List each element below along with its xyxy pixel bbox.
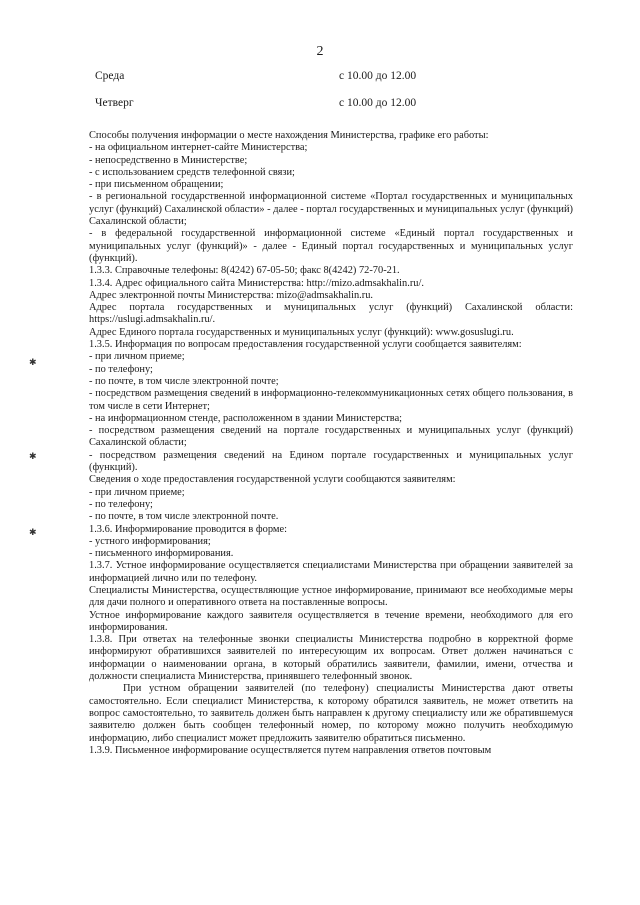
paragraph: - посредством размещения сведений на портале государственных и муниципальных услуг (функций) Сахалинской области; [89,425,573,449]
schedule-time: с 10.00 до 12.00 [339,70,417,82]
paragraph: - по почте, в том числе электронной почте; [89,375,279,387]
paragraph: Адрес электронной почты Министерства: mizo@admsakhalin.ru. [89,289,374,301]
paragraph: 1.3.4. Адрес официального сайта Министерства: http://mizo.admsakhalin.ru/. [89,277,424,289]
paragraph: - при личном приеме; [89,351,185,363]
paragraph: - в региональной государственной информационной системе «Портал государственных и муниципальных услуг (функций) Сахалинской области» - далее - портал государственных и муниципальных услуг (функций) Сахалинской области; [89,191,573,228]
paragraph: - устного информирования; [89,535,211,547]
paragraph: При устном обращении заявителей (по телефону) специалисты Министерства дают ответы самостоятельно. Если специалист Министерства, к которому обратился заявитель, не может ответить на вопрос самостоятельно, то заявитель должен быть направлен к другому специалисту или же обратившемуся заявителю должен быть сообщен телефонный номер, по которому можно получить необходимую информацию, либо специалист может предложить заявителю обратиться письменно. [89,683,573,744]
paragraph: 1.3.9. Письменное информирование осуществляется путем направления ответов почтовым [89,744,492,756]
paragraph: 1.3.8. При ответах на телефонные звонки специалисты Министерства подробно в корректной форме информируют обратившихся заявителей по интересующим их вопросам. Ответ должен начинаться с информации о наименовании органа, в который обратились заявители, фамилии, имени, отчества и должности специалиста Министерства, принявшего телефонный звонок. [89,634,573,683]
paragraph: 1.3.7. Устное информирование осуществляется специалистами Министерства при обращении заявителей за информацией лично или по телефону. [89,560,573,584]
paragraph: - с использованием средств телефонной связи; [89,166,295,178]
paragraph: Способы получения информации о месте нахождения Министерства, графике его работы: [89,130,489,141]
paragraph: - при личном приеме; [89,486,185,498]
paragraph: 1.3.5. Информация по вопросам предоставления государственной услуги сообщается заявителям: [89,339,522,351]
schedule-row-wednesday [95,70,417,82]
schedule-row-thursday [95,97,417,109]
paragraph: - в федеральной государственной информационной системе «Единый портал государственных и муниципальных услуг (функций)» - далее - Единый портал государственных и муниципальных услуг (функций). [89,228,573,264]
paragraph: - по телефону; [89,498,153,510]
paragraph: - по телефону; [89,363,153,375]
schedule-time: с 10.00 до 12.00 [339,97,417,109]
paragraph: Специалисты Министерства, осуществляющие устное информирование, принимают все необходимые меры для дачи полного и оперативного ответа на поставленные вопросы. [89,584,573,609]
scan-margin-mark: ✱ [29,358,37,368]
paragraph: 1.3.6. Информирование проводится в форме: [89,523,287,535]
paragraph: - письменного информирования. [89,548,234,560]
paragraph: - при письменном обращении; [89,179,224,191]
paragraph: Сведения о ходе предоставления государственной услуги сообщаются заявителям: [89,474,456,486]
schedule-day: Четверг [95,97,134,109]
document-body [89,130,573,757]
paragraph: - на официальном интернет-сайте Министерства; [89,142,308,154]
paragraph: - по почте, в том числе электронной почте. [89,511,279,523]
schedule-day: Среда [95,70,125,82]
page-number: 2 [316,44,324,59]
paragraph: - на информационном стенде, расположенном в здании Министерства; [89,412,403,424]
scan-margin-mark: ✱ [29,528,37,538]
paragraph: - непосредственно в Министерстве; [89,154,248,166]
paragraph: - посредством размещения сведений в информационно-телекоммуникационных сетях общего пользования, в том числе в сети Интернет; [89,388,573,412]
paragraph: Устное информирование каждого заявителя осуществляется в течение времени, необходимого для его информирования. [89,609,573,633]
paragraph: 1.3.3. Справочные телефоны: 8(4242) 67-05-50; факс 8(4242) 72-70-21. [89,265,400,277]
paragraph: Адрес Единого портала государственных и муниципальных услуг (функций): www.gosuslugi.ru. [89,326,514,338]
scan-margin-mark: ✱ [29,452,37,462]
paragraph: - посредством размещения сведений на Едином портале государственных и муниципальных услуг (функций). [89,449,573,474]
paragraph: Адрес портала государственных и муниципальных услуг (функций) Сахалинской области: https://uslugi.admsakhalin.ru/. [89,302,573,326]
